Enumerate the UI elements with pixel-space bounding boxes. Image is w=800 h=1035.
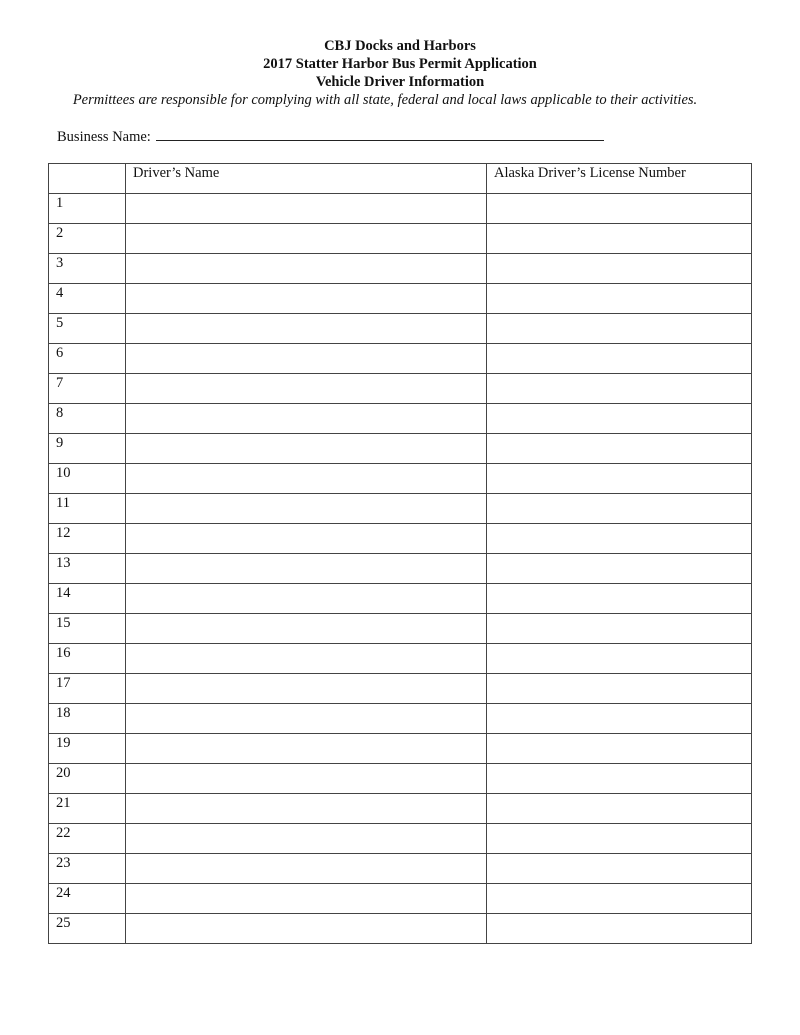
row-number-cell: 21 <box>49 794 126 824</box>
table-row <box>49 314 752 344</box>
license-number-cell[interactable] <box>487 494 752 524</box>
row-number-cell: 3 <box>49 254 126 284</box>
table-row <box>49 584 752 614</box>
license-number-cell[interactable] <box>487 824 752 854</box>
license-number-cell[interactable] <box>487 194 752 224</box>
driver-name-cell[interactable] <box>126 854 487 884</box>
row-number-cell: 10 <box>49 464 126 494</box>
organization-title: CBJ Docks and Harbors <box>324 38 476 54</box>
table-row <box>49 434 752 464</box>
row-number-cell: 12 <box>49 524 126 554</box>
license-number-cell[interactable] <box>487 344 752 374</box>
column-header-license-number: Alaska Driver’s License Number <box>487 164 752 194</box>
driver-name-cell[interactable] <box>126 734 487 764</box>
license-number-cell[interactable] <box>487 794 752 824</box>
table-row <box>49 194 752 224</box>
license-number-cell[interactable] <box>487 314 752 344</box>
license-number-cell[interactable] <box>487 374 752 404</box>
form-title: 2017 Statter Harbor Bus Permit Application <box>263 56 537 72</box>
table-row <box>49 764 752 794</box>
row-number-cell: 5 <box>49 314 126 344</box>
license-number-cell[interactable] <box>487 464 752 494</box>
table-row <box>49 344 752 374</box>
table-row <box>49 734 752 764</box>
driver-name-cell[interactable] <box>126 794 487 824</box>
driver-name-cell[interactable] <box>126 824 487 854</box>
row-number-cell: 17 <box>49 674 126 704</box>
row-number-cell: 8 <box>49 404 126 434</box>
license-number-cell[interactable] <box>487 644 752 674</box>
section-title: Vehicle Driver Information <box>315 74 485 90</box>
table-row <box>49 254 752 284</box>
license-number-cell[interactable] <box>487 584 752 614</box>
table-row <box>49 644 752 674</box>
row-number-cell: 15 <box>49 614 126 644</box>
column-header-driver-name: Driver’s Name <box>126 164 487 194</box>
license-number-cell[interactable] <box>487 554 752 584</box>
row-number-cell: 7 <box>49 374 126 404</box>
license-number-cell[interactable] <box>487 764 752 794</box>
compliance-notice: Permittees are responsible for complying with all state, federal and local laws applicable to their activities. <box>72 92 698 108</box>
row-number-cell: 1 <box>49 194 126 224</box>
table-row <box>49 464 752 494</box>
table-row <box>49 854 752 884</box>
license-number-cell[interactable] <box>487 674 752 704</box>
table-header-row <box>49 164 752 194</box>
table-row <box>49 674 752 704</box>
driver-table <box>48 163 752 944</box>
driver-name-cell[interactable] <box>126 224 487 254</box>
driver-name-cell[interactable] <box>126 314 487 344</box>
table-row <box>49 824 752 854</box>
license-number-cell[interactable] <box>487 254 752 284</box>
driver-name-cell[interactable] <box>126 374 487 404</box>
driver-name-cell[interactable] <box>126 344 487 374</box>
row-number-cell: 23 <box>49 854 126 884</box>
license-number-cell[interactable] <box>487 404 752 434</box>
driver-name-cell[interactable] <box>126 494 487 524</box>
row-number-cell: 11 <box>49 494 126 524</box>
row-number-cell: 22 <box>49 824 126 854</box>
driver-name-cell[interactable] <box>126 434 487 464</box>
driver-name-cell[interactable] <box>126 704 487 734</box>
license-number-cell[interactable] <box>487 914 752 944</box>
driver-name-cell[interactable] <box>126 674 487 704</box>
table-row <box>49 884 752 914</box>
driver-name-cell[interactable] <box>126 914 487 944</box>
table-row <box>49 404 752 434</box>
license-number-cell[interactable] <box>487 614 752 644</box>
license-number-cell[interactable] <box>487 704 752 734</box>
row-number-cell: 13 <box>49 554 126 584</box>
driver-name-cell[interactable] <box>126 254 487 284</box>
license-number-cell[interactable] <box>487 854 752 884</box>
row-number-cell: 16 <box>49 644 126 674</box>
license-number-cell[interactable] <box>487 884 752 914</box>
driver-name-cell[interactable] <box>126 614 487 644</box>
table-row <box>49 524 752 554</box>
row-number-cell: 6 <box>49 344 126 374</box>
row-number-cell: 4 <box>49 284 126 314</box>
row-number-cell: 18 <box>49 704 126 734</box>
driver-name-cell[interactable] <box>126 284 487 314</box>
table-row <box>49 914 752 944</box>
business-name-label: Business Name: <box>57 129 151 145</box>
table-row <box>49 374 752 404</box>
row-number-cell: 9 <box>49 434 126 464</box>
row-number-cell: 2 <box>49 224 126 254</box>
driver-name-cell[interactable] <box>126 404 487 434</box>
row-number-cell: 24 <box>49 884 126 914</box>
table-row <box>49 494 752 524</box>
driver-name-cell[interactable] <box>126 764 487 794</box>
table-row <box>49 284 752 314</box>
license-number-cell[interactable] <box>487 434 752 464</box>
table-row <box>49 614 752 644</box>
driver-name-cell[interactable] <box>126 524 487 554</box>
driver-name-cell[interactable] <box>126 584 487 614</box>
table-row <box>49 794 752 824</box>
table-row <box>49 224 752 254</box>
license-number-cell[interactable] <box>487 524 752 554</box>
driver-name-cell[interactable] <box>126 554 487 584</box>
row-number-cell: 25 <box>49 914 126 944</box>
business-name-input[interactable] <box>156 126 604 141</box>
row-number-cell: 14 <box>49 584 126 614</box>
driver-name-cell[interactable] <box>126 464 487 494</box>
license-number-cell[interactable] <box>487 734 752 764</box>
table-row <box>49 554 752 584</box>
row-number-cell: 19 <box>49 734 126 764</box>
driver-name-cell[interactable] <box>126 884 487 914</box>
driver-name-cell[interactable] <box>126 644 487 674</box>
driver-name-cell[interactable] <box>126 194 487 224</box>
business-name-field <box>57 126 604 146</box>
row-number-cell: 20 <box>49 764 126 794</box>
license-number-cell[interactable] <box>487 284 752 314</box>
column-header-number <box>49 164 126 194</box>
table-row <box>49 704 752 734</box>
license-number-cell[interactable] <box>487 224 752 254</box>
